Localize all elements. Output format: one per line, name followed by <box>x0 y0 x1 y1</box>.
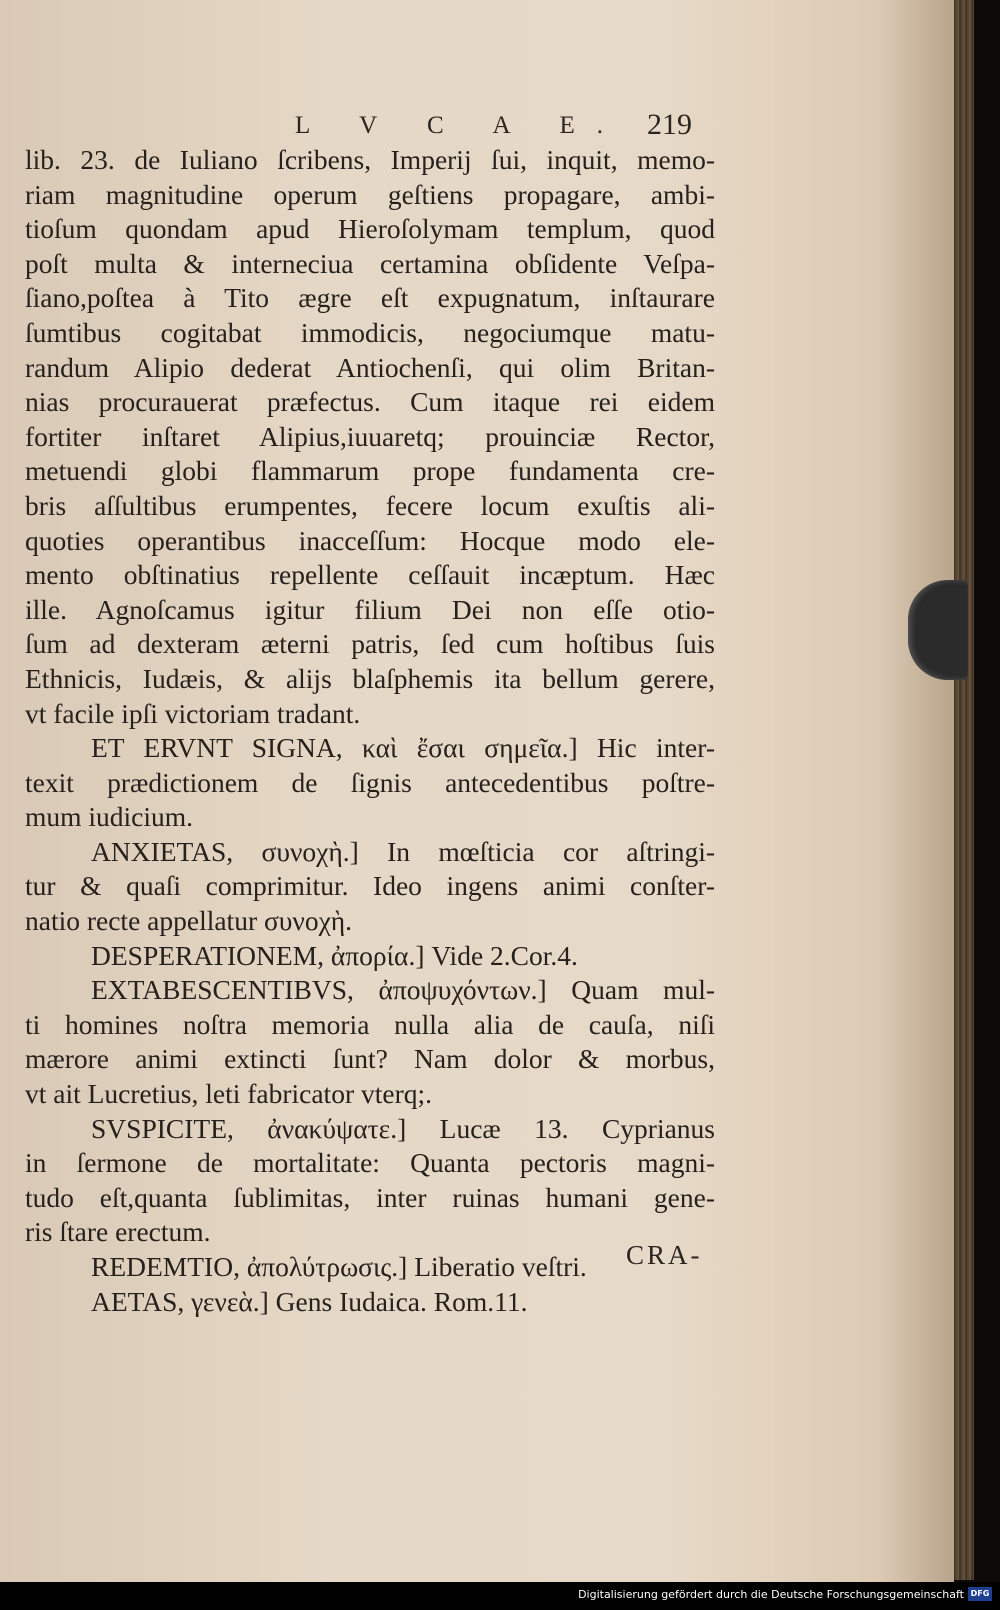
text-line: ſum ad dexteram æterni patris, ſed cum hoſtibus ſuis <box>25 628 715 660</box>
text-line: texit prædictionem de ſignis antecedentibus poſtre- <box>25 766 715 798</box>
digitization-footer <box>0 1582 1000 1610</box>
text-line: bris aſſultibus erumpentes, fecere locum exuſtis ali- <box>25 489 715 521</box>
text-line: tioſum quondam apud Hieroſolymam templum, quod <box>25 213 715 245</box>
text-line: ti homines noſtra memoria nulla alia de cauſa, niſi <box>25 1008 715 1040</box>
catchword: CRA- <box>626 1240 703 1270</box>
page-number: 219 <box>647 108 692 141</box>
dfg-logo: DFG <box>968 1587 992 1601</box>
text-line: Ethnicis, Iudæis, & alijs blaſphemis ita bellum gerere, <box>25 662 715 694</box>
text-line: ſumtibus cogitabat immodicis, negociumque matu- <box>25 316 715 348</box>
lemma-line: EXTABESCENTIBVS, ἀποψυχόντων.] Quam mul- <box>91 974 715 1006</box>
text-line: ille. Agnoſcamus igitur filium Dei non eſſe otio- <box>25 593 715 625</box>
text-line: riam magnitudine operum geſtiens propagare, ambi- <box>25 178 715 210</box>
text-line: in ſermone de mortalitate: Quanta pectoris magni- <box>25 1147 715 1179</box>
text-line: nias procurauerat præfectus. Cum itaque rei eidem <box>25 386 715 418</box>
text-line: tudo eſt,quanta ſublimitas, inter ruinas humani gene- <box>25 1181 715 1213</box>
text-line: mærore animi extincti ſunt? Nam dolor & morbus, <box>25 1043 715 1075</box>
lemma-line: ANXIETAS, συνοχὴ.] In mœſticia cor aſtringi- <box>91 835 715 867</box>
lemma-line: DESPERATIONEM, ἀπορία.] Vide 2.Cor.4. <box>91 939 578 971</box>
body-text <box>25 143 715 1319</box>
lemma-line: REDEMTIO, ἀπολύτρωσις.] Liberatio veſtri. <box>91 1251 587 1282</box>
text-line: mum iudicium. <box>25 801 194 833</box>
text-line: natio recte appellatur συνοχὴ. <box>25 905 353 937</box>
text-line: lib. 23. de Iuliano ſcribens, Imperij ſui, inquit, memo- <box>25 144 715 175</box>
page-clip <box>908 580 968 680</box>
lemma-line: ET ERVNT SIGNA, καὶ ἔσαι σημεῖα.] Hic inter- <box>91 732 715 764</box>
text-line: mento obſtinatius repellente ceſſauit incæptum. Hæc <box>25 559 715 591</box>
text-line: quoties operantibus inacceſſum: Hocque modo ele- <box>25 524 715 556</box>
text-line: tur & quaſi comprimitur. Ideo ingens animi conſter- <box>25 870 715 902</box>
text-line: randum Alipio dederat Antiochenſi, qui olim Britan- <box>25 351 715 383</box>
lemma-line: SVSPICITE, ἀνακύψατε.] Lucæ 13. Cyprianus <box>91 1112 715 1144</box>
text-line: ſiano,poſtea à Tito ægre eſt expugnatum, inſtaurare <box>25 282 715 314</box>
text-line: ris ſtare erectum. <box>25 1216 211 1248</box>
text-line: poſt multa & interneciua certamina obſidente Veſpa- <box>25 247 715 279</box>
text-line: vt facile ipſi victoriam tradant. <box>25 697 361 729</box>
lemma-line: AETAS, γενεὰ.] Gens Iudaica. Rom.11. <box>91 1285 528 1317</box>
funding-credit: Digitalisierung gefördert durch die Deutsche Forschungsgemeinschaft <box>578 1588 964 1601</box>
text-line: metuendi globi flammarum prope fundamenta cre- <box>25 455 715 487</box>
text-line: vt ait Lucretius, leti fabricator vterq;. <box>25 1078 432 1110</box>
text-line: fortiter inſtaret Alipius,iuuaretq; prouinciæ Rector, <box>25 420 715 452</box>
running-head: L V C A E. <box>295 112 625 139</box>
